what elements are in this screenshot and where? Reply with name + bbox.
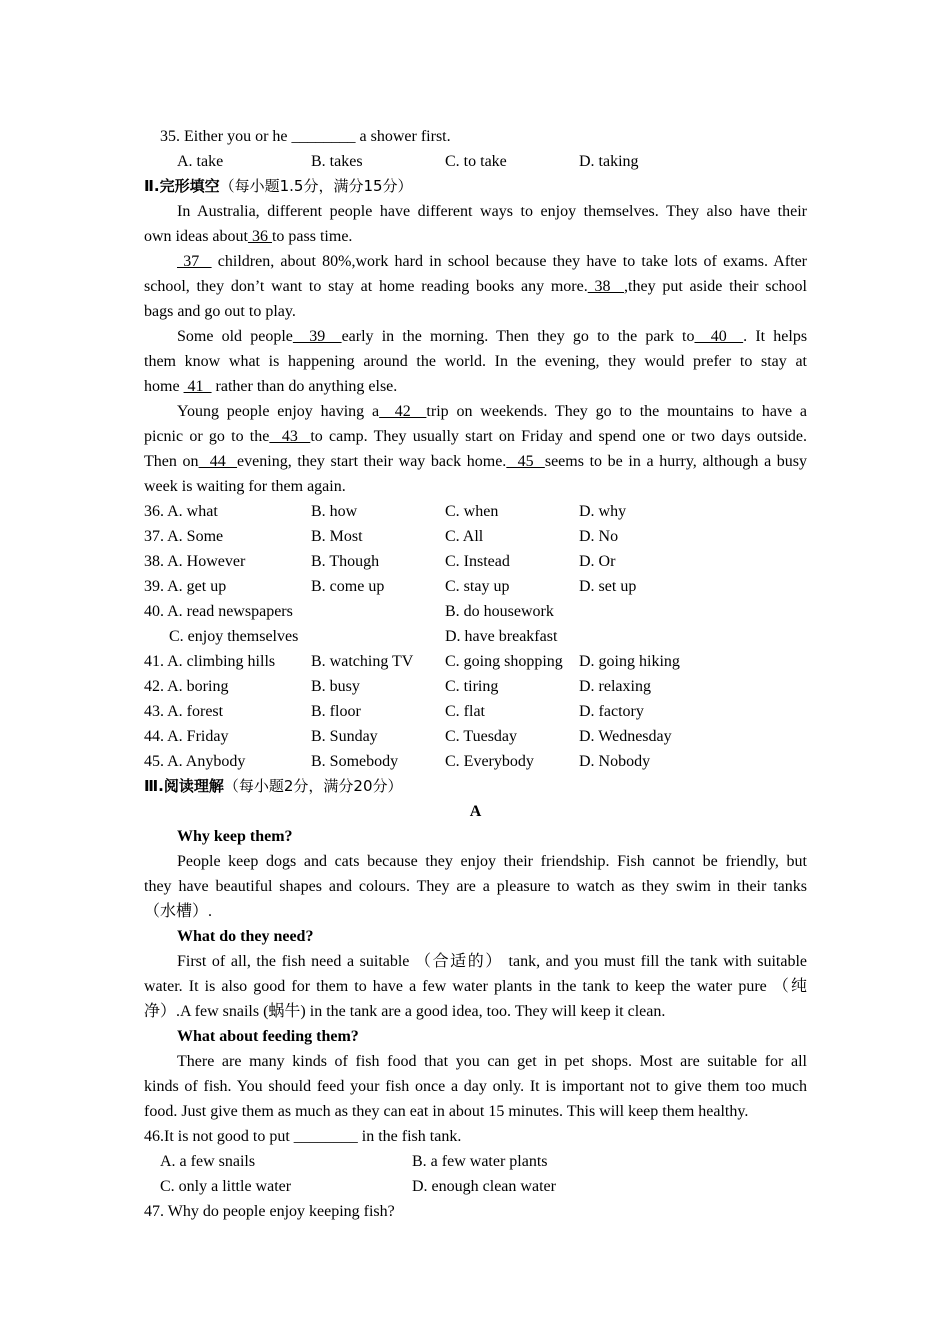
question-row: 41. A. climbing hills B. watching TV C. going shopping D. going hiking [144, 653, 680, 670]
question-46-row2 [144, 1174, 807, 1199]
option-b: B. a few water plants [412, 1153, 548, 1170]
blank-39: 39 [292, 328, 342, 345]
section-3-title: Ⅲ.阅读理解 [144, 777, 224, 795]
cloze-p4-line1: Young people enjoy having a 42 trip on weekends. They go to the mountains to have a [177, 403, 807, 420]
section-2-heading [144, 174, 807, 199]
question-40-row2: C. enjoy themselves D. have breakfast [169, 628, 558, 645]
passage-heading-2: What do they need? [177, 928, 314, 945]
cloze-p2-line3: bags and go out to play. [144, 303, 296, 320]
question-35-options [144, 149, 807, 174]
passage-p2-line1: First of all, the fish need a suitable （合适的） tank, and you must fill the tank with suitable [177, 953, 807, 970]
cloze-p3-line3: home 41 rather than do anything else. [144, 378, 398, 395]
blank-37: 37 [177, 253, 212, 270]
cloze-p4-line4: week is waiting for them again. [144, 478, 346, 495]
blank-44: 44 [198, 453, 238, 470]
question-47-stem: 47. Why do people enjoy keeping fish? [144, 1203, 395, 1220]
cloze-p4-line2: picnic or go to the 43 to camp. They usually start on Friday and spend one or two days outside. [144, 428, 807, 445]
question-35-stem: 35. Either you or he ________ a shower first. [160, 128, 451, 145]
section-2-title: Ⅱ.完形填空 [144, 177, 220, 195]
blank-36: 36 [247, 228, 272, 245]
blank-40: 40 [694, 328, 744, 345]
option-d: D. taking [579, 153, 639, 170]
passage-label: A [469, 803, 482, 820]
cloze-p3-line2: them know what is happening around the world. In the evening, they would prefer to stay at [144, 353, 807, 370]
passage-p2-line3: 净）.A few snails (蜗牛) in the tank are a good idea, too. They will keep it clean. [144, 1003, 666, 1020]
passage-p1-line1: People keep dogs and cats because they enjoy their friendship. Fish cannot be friendly, but [177, 853, 807, 870]
blank-45: 45 [506, 453, 545, 470]
cloze-p4-line3: Then on 44 evening, they start their way back home. 45 seems to be in a hurry, although a busy [144, 453, 807, 470]
cloze-p1-line2: own ideas about 36 to pass time. [144, 228, 353, 245]
blank-43: 43 [269, 428, 311, 445]
question-row: 43. A. forest B. floor C. flat D. factory [144, 703, 644, 720]
question-46-stem: 46.It is not good to put ________ in the fish tank. [144, 1128, 462, 1145]
passage-p3-line1: There are many kinds of fish food that you can get in pet shops. Most are suitable for all [177, 1053, 807, 1070]
exam-page [144, 124, 807, 1224]
option-c: C. only a little water [160, 1178, 292, 1195]
question-row: 38. A. However B. Though C. Instead D. Or [144, 553, 616, 570]
option-d: D. enough clean water [412, 1178, 556, 1195]
passage-p2-line2: water. It is also good for them to have a few water plants in the tank to keep the water pure （纯 [144, 978, 807, 995]
question-40-row1: 40. A. read newspapers B. do housework [144, 603, 554, 620]
passage-p3-line2: kinds of fish. You should feed your fish once a day only. It is important not to give them too much [144, 1078, 807, 1095]
option-b: B. takes [311, 153, 363, 170]
cloze-p2-line1: 37 children, about 80%,work hard in school because they have to take lots of exams. After [177, 253, 807, 270]
question-row: 37. A. Some B. Most C. All D. No [144, 528, 619, 545]
question-row: 45. A. Anybody B. Somebody C. Everybody D. Nobody [144, 753, 651, 770]
blank-42: 42 [379, 403, 427, 420]
option-a: A. a few snails [160, 1153, 256, 1170]
question-row: 42. A. boring B. busy C. tiring D. relaxing [144, 678, 651, 695]
cloze-p3-line1: Some old people 39 early in the morning. Then they go to the park to 40 . It helps [177, 328, 807, 345]
option-a: A. take [177, 153, 224, 170]
blank-41: 41 [183, 378, 212, 395]
option-c: C. to take [445, 153, 507, 170]
passage-heading-3: What about feeding them? [177, 1028, 359, 1045]
passage-heading-1: Why keep them? [177, 828, 293, 845]
cloze-p1-line1: In Australia, different people have different ways to enjoy themselves. They also have their [177, 203, 807, 220]
question-row: 44. A. Friday B. Sunday C. Tuesday D. Wednesday [144, 728, 672, 745]
section-3-heading [144, 774, 807, 799]
passage-p1-line2: they have beautiful shapes and colours. They are a pleasure to watch as they swim in their tanks [144, 878, 807, 895]
passage-p3-line3: food. Just give them as much as they can eat in about 15 minutes. This will keep them healthy. [144, 1103, 749, 1120]
question-row: 36. A. what B. how C. when D. why [144, 503, 627, 520]
section-3-note: （每小题2分，满分20分） [223, 777, 403, 795]
blank-38: 38 [587, 278, 625, 295]
cloze-p2-line2: school, they don’t want to stay at home reading books any more. 38 ,they put aside their school [144, 278, 807, 295]
question-row: 39. A. get up B. come up C. stay up D. set up [144, 578, 637, 595]
section-2-note: （每小题1.5分，满分15分） [219, 177, 413, 195]
question-46-row1 [144, 1149, 807, 1174]
passage-p1-line3: （水槽）. [144, 903, 213, 920]
